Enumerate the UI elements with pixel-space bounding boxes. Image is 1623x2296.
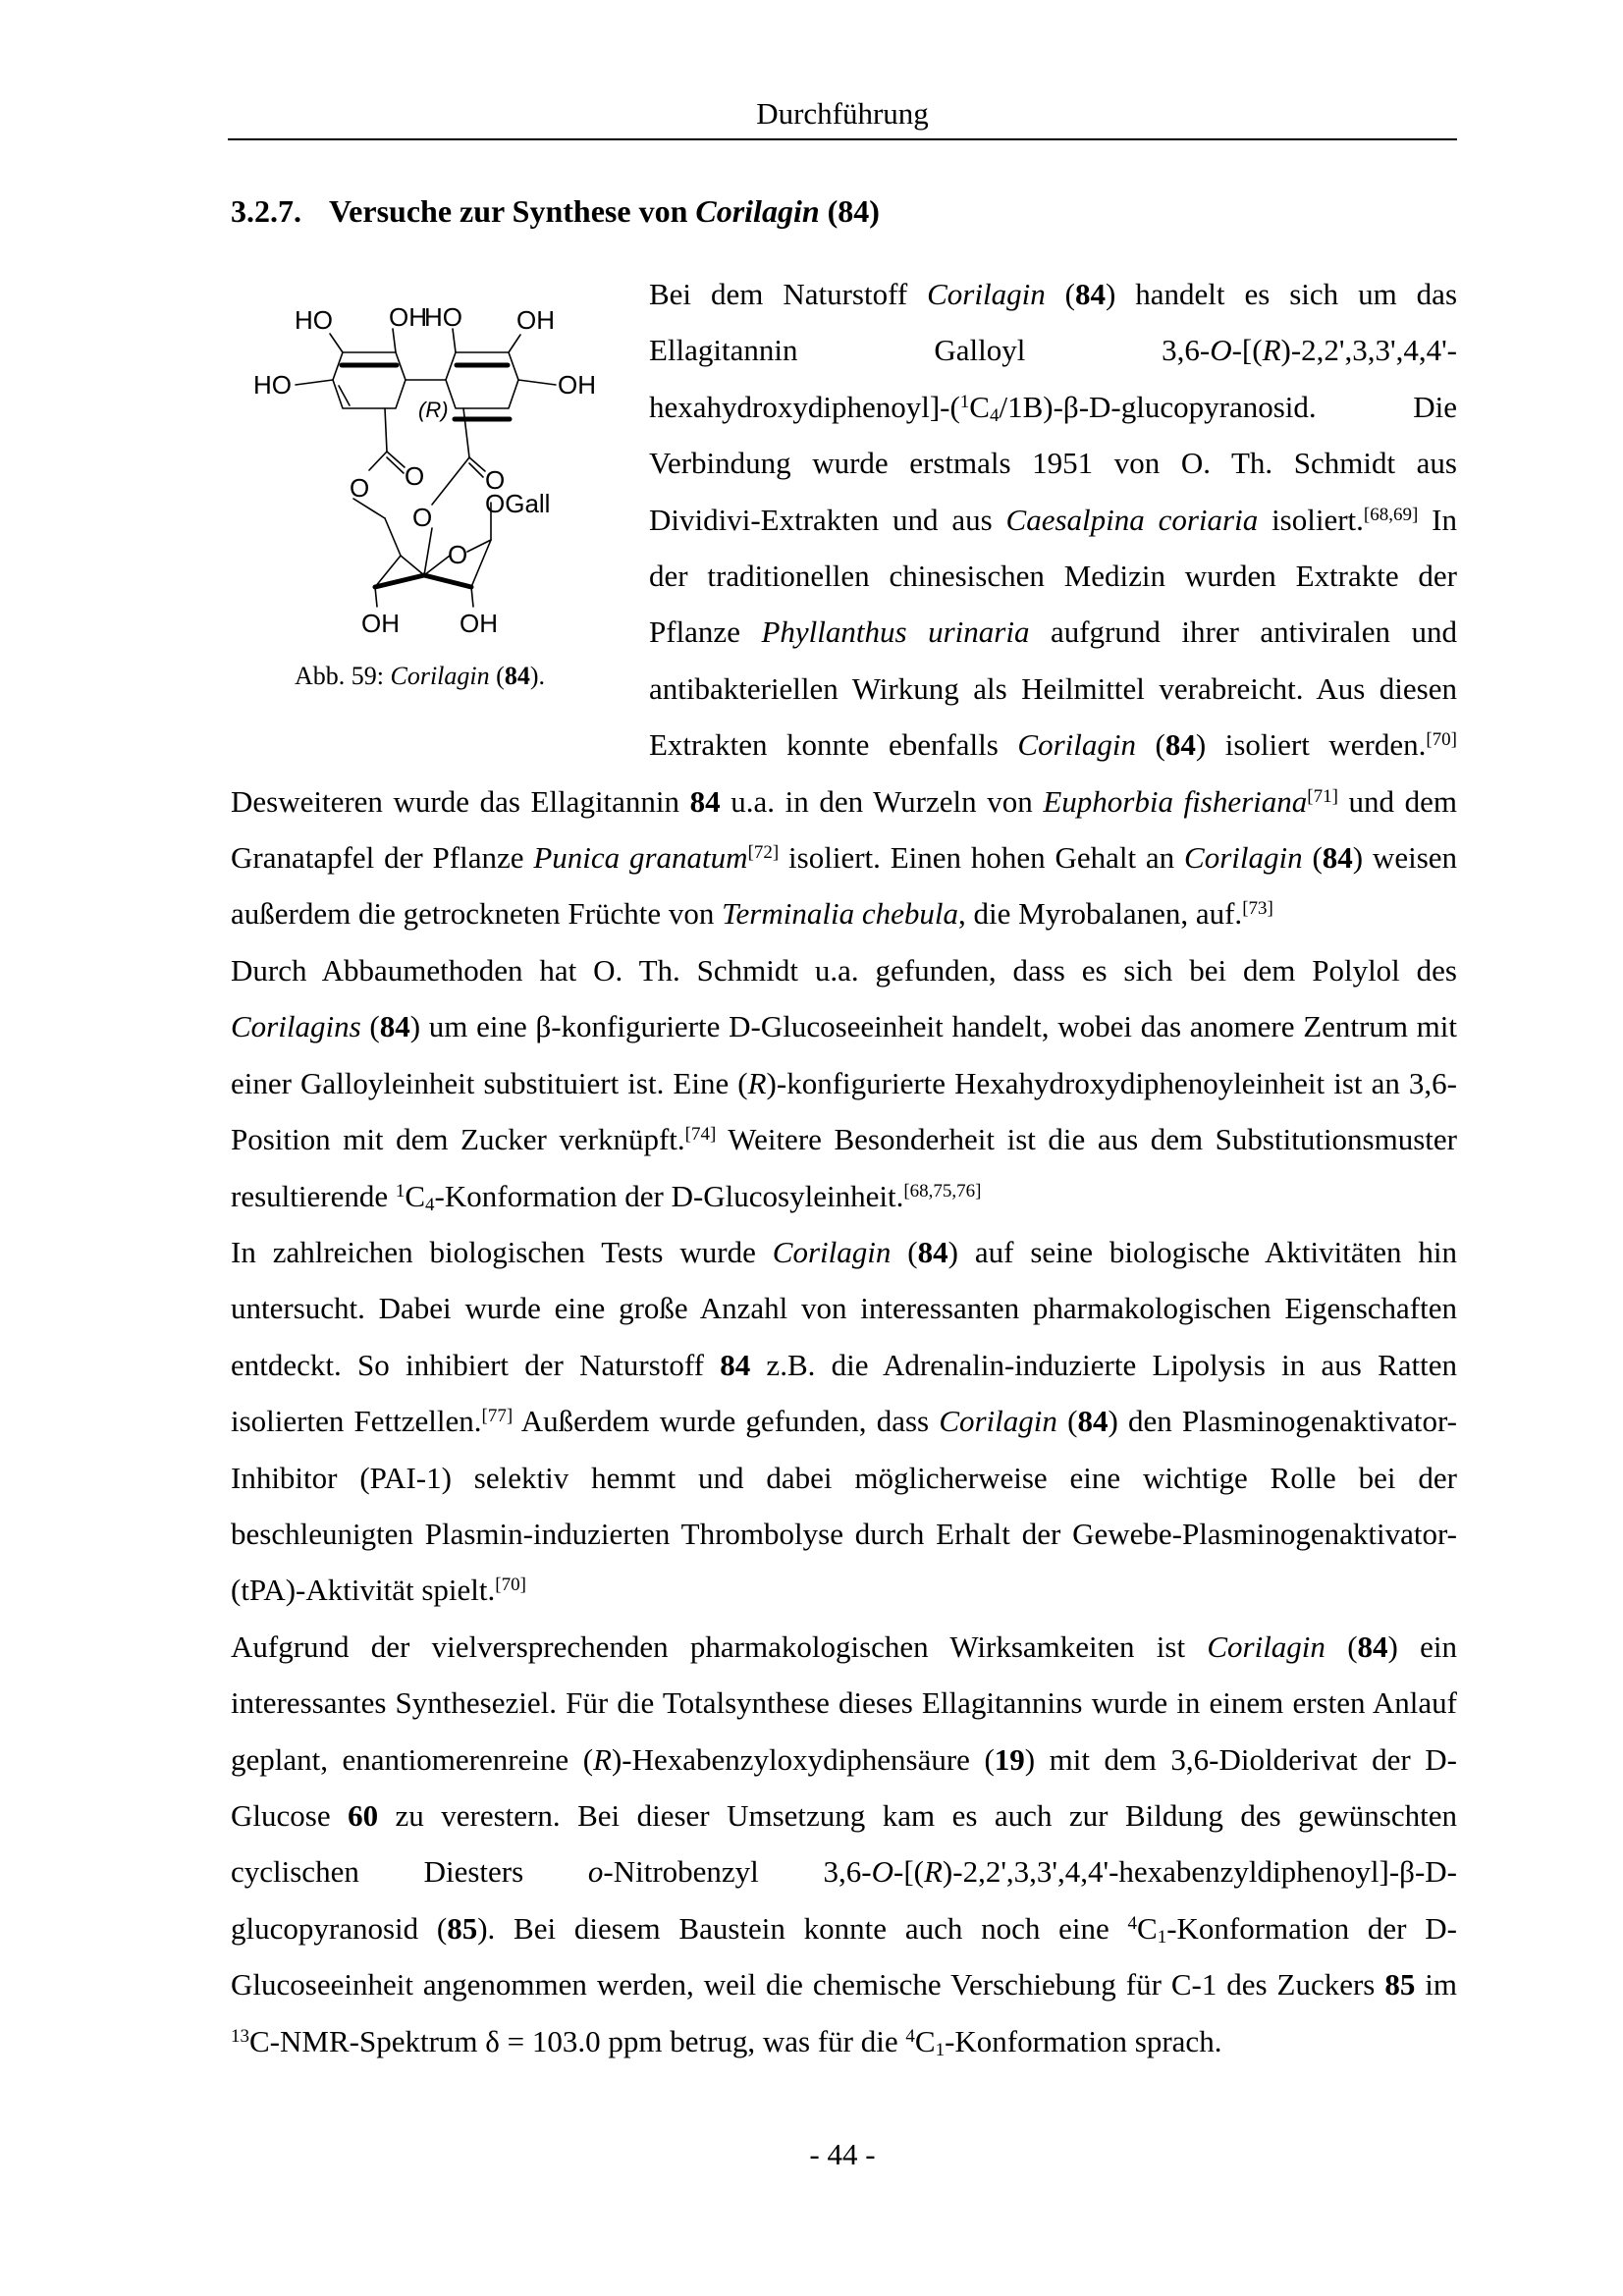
reference-marker: [70] [495,1575,526,1596]
text-run: ( [1045,277,1075,311]
text-run: Weitere Besonderheit ist die aus dem Substitutionsmuster resultierende [231,1122,1457,1213]
text-run: D [729,1009,751,1044]
text-run: -Glucoseeinheit handelt, wobei das anomere Zentrum mit einer Galloyleinheit substituiert ist. Eine ( [231,1009,1458,1100]
text-run: ) um eine β-konfigurierte [409,1009,730,1044]
text-run: Corilagin [772,1234,892,1269]
text-run: Terminalia chebula [722,896,958,932]
text-run: D [1425,1854,1447,1890]
label-o-ring: O [448,540,468,569]
text-run: isoliert. Einen hohen Gehalt an [779,840,1185,876]
text-run: ). Bei diesem Baustein konnte auch noch eine [477,1910,1128,1946]
section-number: 3.2.7. [231,193,301,229]
text-run: In zahlreichen biologischen Tests wurde [231,1234,773,1269]
text-run: isoliert. [1258,502,1364,537]
text-run: R [747,1065,767,1100]
text-run: 60 [348,1797,379,1833]
caption-name: Corilagin [390,662,490,690]
text-run: , die Myrobalanen, auf. [957,896,1243,932]
text-run: C [914,2023,936,2058]
text-run: 84 [1075,277,1106,311]
reference-marker: [72] [747,842,780,864]
caption-text: ). [529,662,545,690]
text-run: O [1210,333,1232,368]
section-title-post: (84) [819,193,880,229]
text-run: ( [1135,727,1165,763]
caption-prefix: Abb. 59: [295,662,391,690]
text-run: Außerdem wurde gefunden, dass [513,1404,940,1439]
text-run: ( [1056,1404,1078,1439]
text-run: Corilagin [1207,1629,1325,1664]
label-oh-4: OH [361,609,400,638]
reference-marker: [71] [1307,785,1338,807]
text-run: Corilagin [927,277,1046,311]
text-run: ) weisen außerdem die getrockneten Früchte von [231,840,1458,932]
text-run: )-2,2',3,3',4,4'-hexahydroxydiphenoyl]-( [649,333,1457,424]
text-run: ) mit dem 3,6-Diolderivat der [1024,1741,1426,1777]
text-run: Durch Abbaumethoden hat O. Th. Schmidt u.a. gefunden, dass es sich bei dem Polylol des [231,952,1457,988]
text-run: 84 [1077,1404,1109,1439]
label-ogall: OGall [485,489,551,518]
text-run: 1 [1157,1926,1167,1948]
text-run: aufgrund ihrer antiviralen und antibakteriellen Wirkung als Heilmittel verabreicht. Aus diesen Extrakten konnte ebenfalls [649,614,1457,763]
text-run: )-konfigurierte Hexahydroxydiphenoyleinheit ist an 3,6-Position mit dem Zucker verknüpft. [231,1065,1457,1157]
label-ho-2: HO [424,302,462,332]
text-run: -[( [893,1854,924,1890]
text-run: 1 [959,391,970,412]
text-run: 13 [231,2025,249,2047]
text-run: ) ein interessantes Syntheseziel. Für die Totalsynthese dieses Ellagitannins wurde in einem ersten Anlauf geplant, enantiomerenreine ( [231,1629,1457,1777]
text-run: -Nitrobenzyl 3,6- [603,1854,872,1890]
text-run: )-Hexabenzyloxydiphensäure ( [611,1741,995,1777]
text-run: Corilagin [939,1404,1057,1439]
label-ho-1: HO [295,305,333,335]
section-title-em: Corilagin [695,193,820,229]
reference-marker: [73] [1242,898,1273,920]
text-run: 4 [905,2025,915,2047]
text-run: Bei dem Naturstoff [649,277,928,311]
reference-marker: [70] [1426,729,1457,751]
label-o-carbonyl-2: O [485,465,506,495]
reference-marker: [68,69] [1363,504,1419,525]
text-run: C-NMR-Spektrum δ = 103.0 ppm betrug, was für die [249,2023,906,2058]
text-run: 84 [1164,727,1196,763]
caption-text: ( [489,662,505,690]
text-run: 1 [395,1180,406,1201]
label-oh-3: OH [558,370,596,400]
figure-float-space [231,266,649,722]
reference-marker: [74] [684,1124,717,1146]
text-run: ) auf seine biologische Aktivitäten hin untersucht. Dabei wurde eine große Anzahl von interessanten pharmakologischen Eigenschaften entdeckt. So inhibiert der Naturstoff [231,1234,1457,1382]
text-run: ( [891,1234,918,1269]
label-r-config: (R) [418,398,449,422]
section-heading [231,191,880,231]
label-oh-1: OH [389,302,427,332]
text-run: o [587,1854,604,1890]
text-run: Corilagin [1184,840,1303,876]
text-run: ) den Plasminogenaktivator-Inhibitor (PAI-1) selektiv hemmt und dabei möglicherweise eine wichtige Rolle bei der beschleunigten Plasmin-induzierten Thrombolyse durch Erhalt der Gewebe-Plasminogenaktivator-(tPA)-Aktivität spielt. [231,1404,1457,1608]
reference-marker: [68,75,76] [903,1180,982,1201]
text-run: zu verestern. Bei dieser Umsetzung kam es auch zur Bildung des gewünschten cyclischen Diesters [231,1797,1457,1890]
text-run: 84 [917,1234,948,1269]
text-run: Caesalpina coriaria [1005,502,1259,537]
text-run: 4 [989,404,1000,426]
text-run: D [671,1178,693,1213]
text-run: C [969,389,990,424]
text-run: C [405,1178,426,1213]
text-run: /1B)-β- [999,389,1090,424]
text-run: Punica granatum [533,840,748,876]
label-o-carbonyl-1: O [405,461,425,491]
paragraph-3 [231,1224,1457,1619]
caption-compound-number: 84 [504,662,530,690]
text-run: R [1262,333,1281,368]
reference-marker: [77] [481,1406,514,1427]
paragraph-4 [231,1619,1457,2069]
text-run: Euphorbia fisheriana [1043,783,1308,819]
text-run: ( [1325,1629,1358,1664]
text-run: ( [360,1009,380,1044]
text-run: In der traditionellen chinesischen Medizin wurden Extrakte der Pflanze [649,502,1457,650]
text-run: Corilagin [1017,727,1136,763]
text-run: ) handelt es sich um das Ellagitannin Galloyl 3,6- [649,277,1458,368]
text-run: )-2,2',3,3',4,4'-hexabenzyldiphenoyl]-β- [942,1854,1426,1890]
text-run: -Glucoseeinheit angenommen werden, weil die chemische Verschiebung für C-1 des Zuckers [231,1910,1457,2002]
text-run: z.B. die Adrenalin-induzierte Lipolysis in aus Ratten isolierten Fettzellen. [231,1347,1457,1439]
label-o-ester-1: O [350,473,370,503]
header-rule [228,138,1457,140]
text-run: 84 [1322,840,1353,876]
label-oh-5: OH [460,609,498,638]
text-run: 84 [1357,1629,1388,1664]
text-run: D [1425,1910,1447,1946]
text-run: C [1137,1910,1158,1946]
label-o-ester-2: O [412,503,433,532]
text-run: 85 [447,1910,478,1946]
text-run: -[( [1231,333,1263,368]
text-run: -Konformation der [1166,1910,1426,1946]
text-run: O [871,1854,893,1890]
text-run: -Konformation der [434,1178,672,1213]
text-run: im [1415,1967,1457,2002]
page-number: - 44 - [809,2137,876,2171]
label-oh-2: OH [516,305,555,335]
text-run: R [923,1854,943,1890]
text-run: 1 [935,2039,946,2060]
text-run: R [593,1741,612,1777]
text-run: ( [1302,840,1323,876]
body-text [231,266,1457,2069]
text-run: 84 [720,1347,751,1382]
text-run: -glucopyranosid ( [231,1854,1457,1946]
text-run: 84 [689,783,721,819]
label-ho-3: HO [253,370,292,400]
text-run: -Glucose [231,1741,1457,1833]
running-header: Durchführung [756,96,929,131]
text-run: D [1425,1741,1447,1777]
text-run: 4 [425,1194,435,1215]
text-run: D [1089,389,1111,424]
text-run: Phyllanthus urinaria [761,614,1030,650]
paragraph-2 [231,942,1457,1224]
text-run: Corilagins [231,1009,361,1044]
text-run: und dem Granatapfel der Pflanze [231,783,1458,876]
text-run: 84 [379,1009,410,1044]
text-run: 4 [1127,1912,1138,1934]
text-run: Aufgrund der vielversprechenden pharmakologischen Wirksamkeiten ist [231,1629,1208,1664]
section-title-pre: Versuche zur Synthese von [329,193,696,229]
text-run: ) isoliert werden. [1195,727,1427,763]
text-run: -Glucosyleinheit. [692,1178,904,1213]
text-run: -glucopyranosid. Die Verbindung wurde erstmals 1951 von O. Th. Schmidt aus Dividivi-Extrakten und aus [649,389,1457,537]
text-run: u.a. in den Wurzeln von [720,783,1044,819]
text-run: 85 [1384,1967,1416,2002]
text-run: Desweiteren wurde das Ellagitannin [231,783,690,819]
text-run: -Konformation sprach. [945,2023,1222,2058]
text-run: 19 [994,1741,1025,1777]
